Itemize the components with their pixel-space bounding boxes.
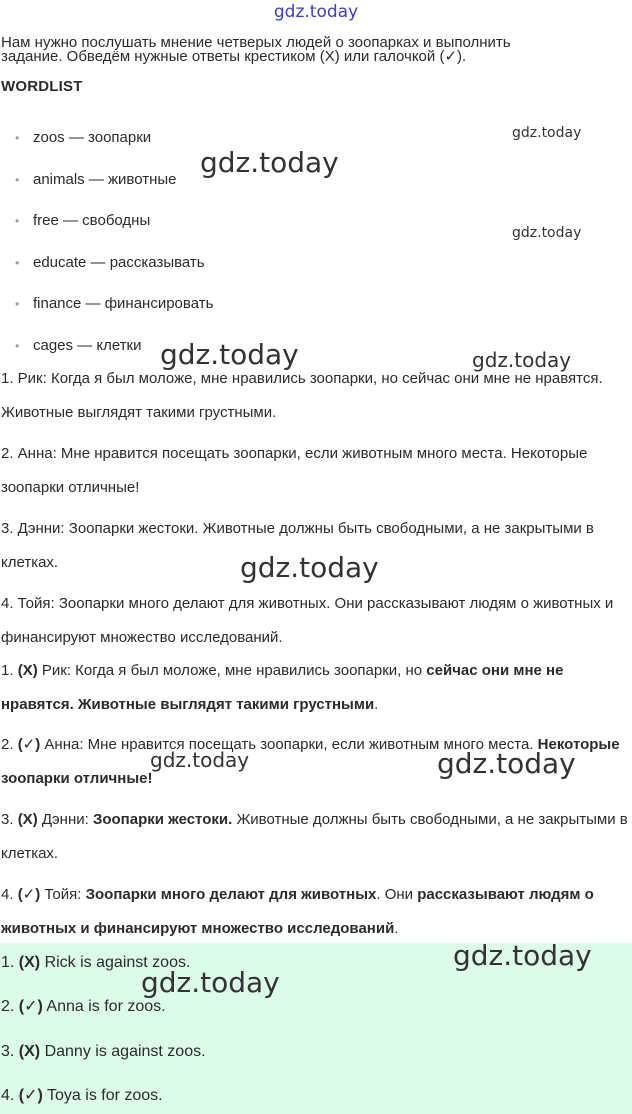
watermark: gdz.today	[437, 747, 576, 780]
bullet-icon: •	[15, 339, 20, 353]
bullet-icon: •	[15, 214, 20, 228]
answer-line: 2. (✓) Anna is for zoos.	[1, 998, 166, 1015]
check-mark: (✓)	[17, 736, 41, 753]
watermark: gdz.today	[472, 348, 572, 372]
watermark: gdz.today	[160, 338, 299, 371]
wordlist-item: • finance — финансировать	[15, 295, 214, 312]
wordlist-item: • cages — клетки	[15, 337, 142, 354]
bullet-icon: •	[15, 131, 20, 145]
watermark: gdz.today	[141, 966, 280, 999]
watermark: gdz.today	[240, 551, 379, 584]
answer-line: 4. (✓) Toya is for zoos.	[1, 1087, 163, 1104]
wordlist-item: • educate — рассказывать	[15, 254, 205, 271]
watermark: gdz.today	[453, 939, 592, 972]
opinion-paragraph: 4. Тойя: Зоопарки много делают для животных. Они рассказывают людям о животных и финансируют множество исследований.	[1, 595, 614, 646]
marked-paragraph: 2. (✓) Анна: Мне нравится посещать зоопарки, если животным много места. Некоторые зоопарки отличные!	[1, 736, 620, 787]
watermark: gdz.today	[512, 225, 582, 241]
cross-mark: (X)	[17, 811, 38, 828]
opinion-paragraph: 1. Рик: Когда я был моложе, мне нравились зоопарки, но сейчас они мне не нравятся. Животные выглядят такими грустными.	[1, 370, 603, 421]
bullet-icon: •	[15, 297, 20, 311]
opinion-paragraph: 3. Дэнни: Зоопарки жестоки. Животные должны быть свободными, а не закрытыми в клетках.	[1, 520, 594, 571]
wordlist-heading: WORDLIST	[1, 78, 83, 95]
intro-cut-line: задание. Обведём нужные ответы крестиком (X) или галочкой (✓).	[1, 48, 467, 65]
answer-line: 3. (X) Danny is against zoos.	[1, 1043, 206, 1060]
bullet-icon: •	[15, 256, 20, 270]
watermark: gdz.today	[200, 146, 339, 179]
watermark: gdz.today	[512, 125, 582, 141]
check-mark: (✓)	[17, 886, 41, 903]
answer-line: 1. (X) Rick is against zoos.	[1, 954, 191, 971]
cross-mark: (X)	[18, 954, 41, 971]
opinion-paragraph: 2. Анна: Мне нравится посещать зоопарки, если животным много места. Некоторые зоопарки отличные!	[1, 445, 588, 496]
check-mark: (✓)	[18, 998, 43, 1015]
bullet-icon: •	[15, 173, 20, 187]
wordlist-item: • zoos — зоопарки	[15, 129, 152, 146]
intro-text: Нам нужно послушать мнение четверых людей о зоопарках и выполнить	[1, 34, 511, 51]
marked-paragraph: 1. (X) Рик: Когда я был моложе, мне нравились зоопарки, но сейчас они мне не нравятся. Животные выглядят такими грустными.	[1, 662, 564, 713]
wordlist-item: • animals — животные	[15, 171, 177, 188]
wordlist-item: • free — свободны	[15, 212, 151, 229]
site-logo: gdz.today	[273, 2, 359, 22]
cross-mark: (X)	[18, 1043, 41, 1060]
watermark: gdz.today	[150, 748, 250, 772]
check-mark: (✓)	[18, 1087, 43, 1104]
marked-paragraph: 4. (✓) Тойя: Зоопарки много делают для животных. Они рассказывают людям о животных и финансируют множество исследований.	[1, 886, 594, 937]
cross-mark: (X)	[17, 662, 38, 679]
marked-paragraph: 3. (X) Дэнни: Зоопарки жестоки. Животные должны быть свободными, а не закрытыми в клетках.	[1, 811, 628, 862]
